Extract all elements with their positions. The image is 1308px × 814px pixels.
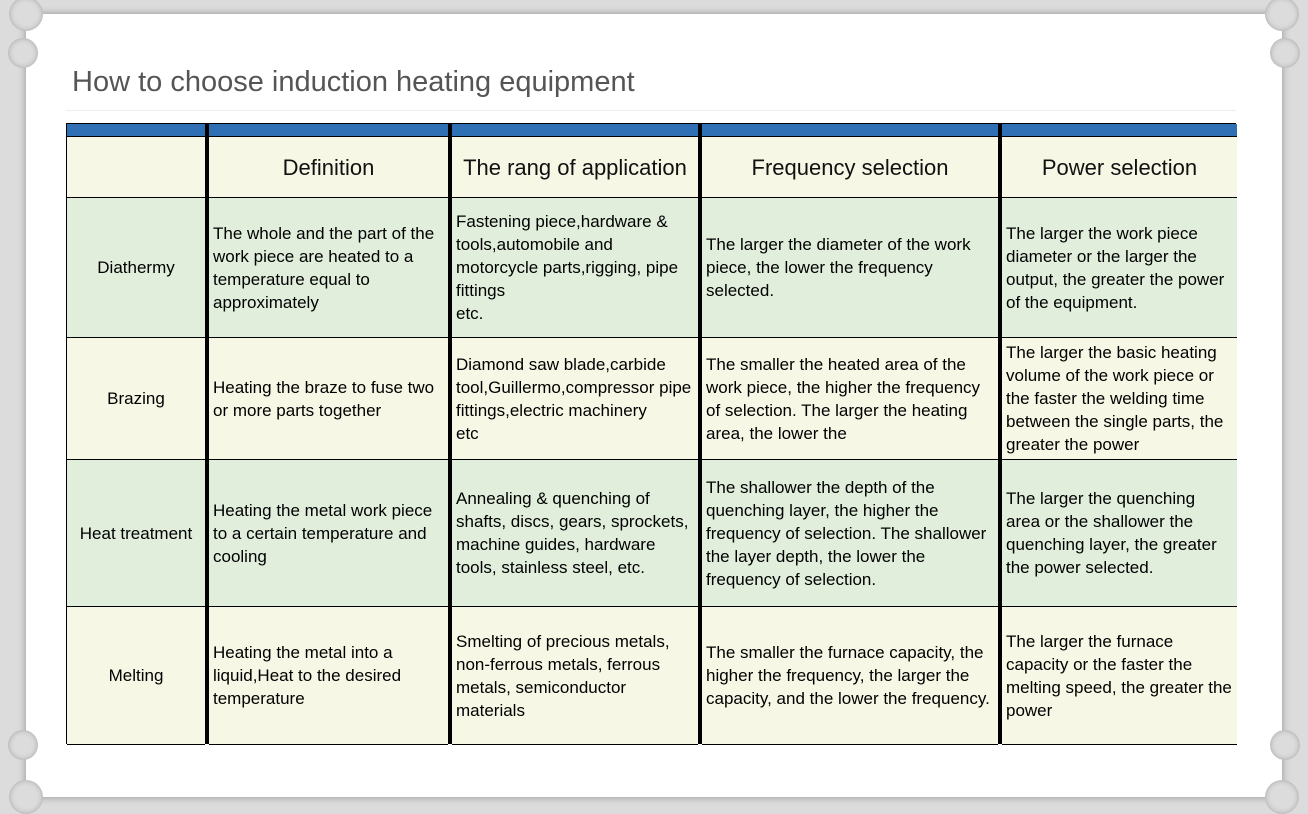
corner-notch [1265, 0, 1299, 31]
cell-power: The larger the work piece diameter or the larger the output, the greater the power of the equipment. [1002, 198, 1237, 338]
corner-notch [8, 38, 38, 68]
cell-application [452, 198, 698, 338]
page-title: How to choose induction heating equipment [72, 66, 635, 98]
cell-application: Smelting of precious metals, non-ferrous metals, ferrous metals, semiconductor materials [452, 607, 698, 745]
cell-frequency: The smaller the heated area of the work piece, the higher the frequency of selection. The larger the heating area, the lower the [702, 338, 998, 460]
row-label-heat-treatment: Heat treatment [67, 460, 205, 607]
header-bar [452, 124, 698, 137]
header-frequency: Frequency selection [702, 137, 998, 198]
header-power: Power selection [1002, 137, 1237, 198]
corner-notch [9, 780, 43, 814]
header-definition: Definition [209, 137, 448, 198]
cell-power: The larger the basic heating volume of the work piece or the faster the welding time between the single parts, the greater the power [1002, 338, 1237, 460]
cell-power: The larger the furnace capacity or the faster the melting speed, the greater the power [1002, 607, 1237, 745]
row-label-melting: Melting [67, 607, 205, 745]
header-application: The rang of application [452, 137, 698, 198]
cell-application-text: Diamond saw blade,carbide tool,Guillermo,compressor pipe fittings,electric machinery etc [456, 354, 692, 443]
header-bar [1002, 124, 1237, 137]
cell-definition: Heating the braze to fuse two or more parts together [209, 338, 448, 460]
header-bar [67, 124, 205, 137]
cell-frequency: The larger the diameter of the work piece, the lower the frequency selected. [702, 198, 998, 338]
corner-notch [8, 730, 38, 760]
cell-frequency: The smaller the furnace capacity, the higher the frequency, the larger the capacity, and the lower the frequency. [702, 607, 998, 745]
cell-power: The larger the quenching area or the shallower the quenching layer, the greater the power selected. [1002, 460, 1237, 607]
row-label-diathermy: Diathermy [67, 198, 205, 338]
corner-notch [1265, 780, 1299, 814]
cell-definition: Heating the metal work piece to a certain temperature and cooling [209, 460, 448, 607]
comparison-table [66, 123, 1236, 744]
header-bar [702, 124, 998, 137]
header-bar [209, 124, 448, 137]
corner-notch [1270, 730, 1300, 760]
cell-application: Annealing & quenching of shafts, discs, gears, sprockets, machine guides, hardware tools, stainless steel, etc. [452, 460, 698, 607]
cell-definition: Heating the metal into a liquid,Heat to the desired temperature [209, 607, 448, 745]
header-cell-empty [67, 137, 205, 198]
cell-application-text: Fastening piece,hardware & tools,automobile and motorcycle parts,rigging, pipe fittings etc. [456, 212, 679, 323]
row-label-brazing: Brazing [67, 338, 205, 460]
title-divider [66, 110, 1236, 111]
cell-application [452, 338, 698, 460]
cell-definition: The whole and the part of the work piece are heated to a temperature equal to approximately [209, 198, 448, 338]
cell-frequency: The shallower the depth of the quenching layer, the higher the frequency of selection. The shallower the layer depth, the lower the frequency of selection. [702, 460, 998, 607]
corner-notch [1270, 38, 1300, 68]
